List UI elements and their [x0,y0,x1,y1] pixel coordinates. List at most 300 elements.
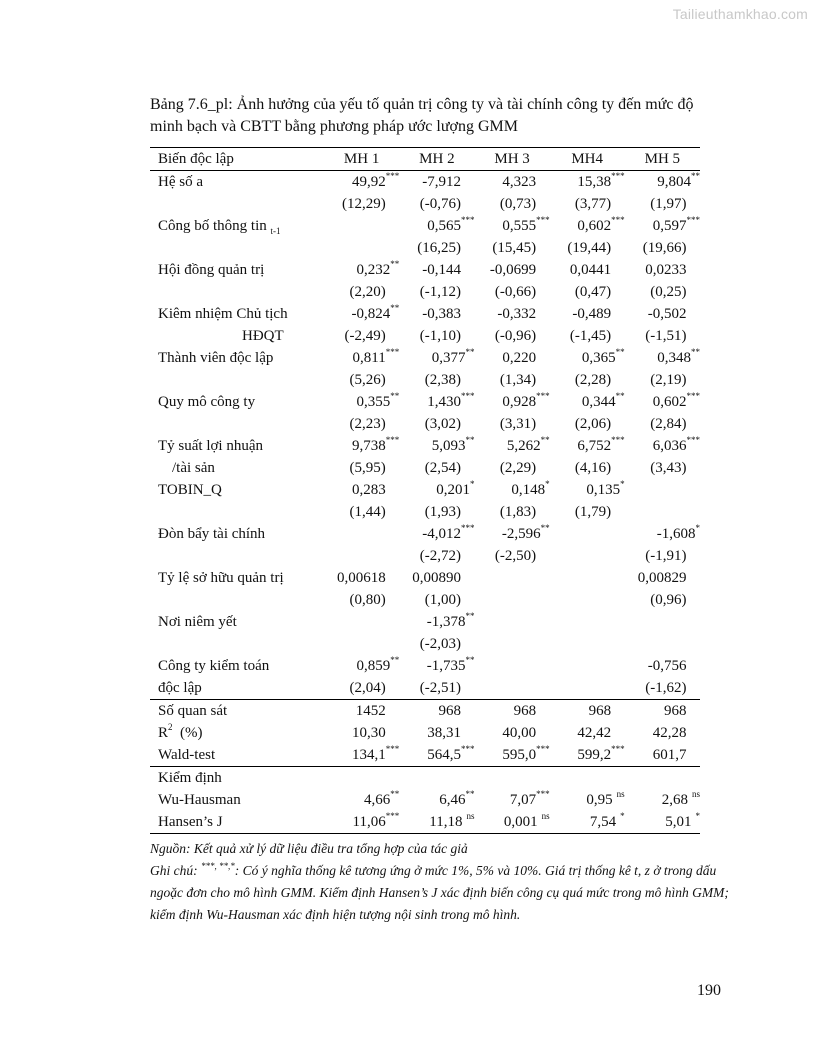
t-statistic-value: (2,38) [424,372,462,388]
stat-value: 11,06 [352,814,386,830]
coefficient-value: 5,262 [506,438,541,454]
coefficient-cell [475,479,550,501]
coefficient-cell [399,303,474,325]
t-statistic-cell [550,677,625,700]
coefficient-value: 0,348 [657,350,691,366]
significance-marker: *** [385,435,400,445]
coefficient-cell [324,259,399,281]
table-row-stat [150,457,700,479]
table-row [150,215,700,237]
coefficient-cell [550,215,625,237]
coefficient-cell [625,171,700,194]
significance-marker: * [470,479,475,489]
stat-cell [550,789,625,811]
row-label-text: Đòn bẩy tài chính [158,526,266,542]
significance-marker: *** [611,215,625,225]
table-row [150,479,700,501]
row-label [150,303,324,325]
stat-value: 10,30 [352,725,386,741]
row-label [150,589,324,611]
significance-marker: ** [390,391,400,401]
coefficient-cell [550,611,625,633]
row-label-text: Nơi niêm yết [158,614,237,630]
row-label-text: Hệ số a [158,174,203,190]
coefficient-cell [324,303,399,325]
t-statistic-cell [550,325,625,347]
t-statistic-cell [399,501,474,523]
coefficient-value: 1,430 [427,394,462,410]
coefficient-cell [625,479,700,501]
significance-marker: *** [536,789,550,799]
coefficient-value: 0,928 [502,394,537,410]
significance-marker: ** [465,435,475,445]
t-statistic-cell [625,589,700,611]
coefficient-cell [625,567,700,589]
t-statistic-cell [625,633,700,655]
table-notes [150,838,730,926]
coefficient-value: -0,144 [422,262,462,278]
significance-marker: ** [465,655,475,665]
coefficient-cell [550,567,625,589]
row-label-continued: độc lập [158,680,202,696]
stat-value: 564,5 [427,747,462,763]
coefficient-cell [324,347,399,369]
coefficient-value: 0,597 [652,218,687,234]
header-model: MH 3 [475,148,550,171]
row-label-subscript: t-1 [270,226,281,236]
t-statistic-cell [324,545,399,567]
t-statistic-value: (12,29) [342,196,386,212]
coefficient-cell [550,259,625,281]
t-statistic-cell [475,237,550,259]
t-statistic-value: (-0,96) [494,328,537,344]
t-statistic-cell [625,325,700,347]
table-row [150,611,700,633]
coefficient-cell [550,171,625,194]
t-statistic-value: (1,79) [574,504,612,520]
r-label: R [158,725,169,741]
coefficient-cell [625,391,700,413]
table-row [150,391,700,413]
t-statistic-cell [324,677,399,700]
stat-cell [475,744,550,767]
coefficient-cell [475,567,550,589]
row-label [150,677,324,700]
t-statistic-cell [324,237,399,259]
table-row-stat [150,369,700,391]
t-statistic-value: (0,73) [499,196,537,212]
coefficient-cell [324,391,399,413]
t-statistic-cell [625,193,700,215]
coefficient-value: -4,012 [422,526,462,542]
coefficient-value: 49,92 [352,174,386,190]
coefficient-cell [550,655,625,677]
source-note: Nguồn: Kết quả xử lý dữ liệu điều tra tổng hợp của tác giả [150,841,468,856]
t-statistic-value: (-1,10) [419,328,462,344]
significance-marker: ** [390,789,400,799]
stat-value: 595,0 [502,747,537,763]
header-model: MH 2 [399,148,474,171]
stat-cell [324,722,399,744]
coefficient-value: -0,0699 [489,262,537,278]
coefficient-value: 0,555 [502,218,537,234]
stat-value: 42,42 [577,725,612,741]
stat-value: 134,1 [352,747,386,763]
t-statistic-cell [399,193,474,215]
coefficient-cell [625,347,700,369]
row-label [150,281,324,303]
table-row [150,171,700,194]
observations-row [150,700,700,723]
t-statistic-cell [324,413,399,435]
t-statistic-cell [324,369,399,391]
t-statistic-value: (16,25) [417,240,462,256]
t-statistic-value: (-1,12) [419,284,462,300]
coefficient-value: 0,00890 [412,570,462,586]
t-statistic-cell [550,193,625,215]
header-variable: Biến độc lập [150,148,324,171]
significance-marker: *** [611,171,625,181]
coefficient-value: -0,824 [351,306,391,322]
stat-value: 7,54 [589,814,617,830]
r-superscript: 2 [168,722,173,732]
coefficient-value: 9,738 [352,438,386,454]
note-prefix: Ghi chú: [150,863,198,878]
row-label [150,215,324,237]
coefficient-value: -2,596 [501,526,541,542]
table-row-stat [150,501,700,523]
t-statistic-value: (1,44) [349,504,386,520]
coefficient-cell [550,435,625,457]
significance-marker: *** [536,744,550,754]
row-label [150,633,324,655]
coefficient-value: 0,859 [356,658,391,674]
table-row-stat [150,589,700,611]
coefficient-cell [399,523,474,545]
coefficient-cell [475,391,550,413]
stat-cell [550,811,625,834]
row-label-text: Công bố thông tin [158,218,267,234]
t-statistic-cell [475,281,550,303]
stat-value: 968 [513,703,537,719]
table-row-stat [150,545,700,567]
coefficient-cell [399,655,474,677]
t-statistic-value: (0,80) [349,592,386,608]
header-model: MH4 [550,148,625,171]
table-row [150,303,700,325]
stat-cell [324,744,399,767]
t-statistic-value: (-2,51) [419,680,462,696]
t-statistic-value: (-1,91) [645,548,687,564]
t-statistic-value: (3,43) [650,460,687,476]
significance-marker: ** [465,347,475,357]
significance-marker: *** [686,435,700,445]
coefficient-cell [475,259,550,281]
stat-value: 0,001 [503,814,538,830]
table-row [150,347,700,369]
t-statistic-value: (2,84) [650,416,687,432]
r-squared-row [150,722,700,744]
t-statistic-value: (-2,49) [344,328,386,344]
coefficient-value: 0,283 [352,482,386,498]
row-label-text: Hội đồng quản trị [158,262,265,278]
t-statistic-value: (-2,50) [494,548,537,564]
coefficient-value: -0,489 [572,306,612,322]
stat-value: 968 [438,703,462,719]
stat-cell [324,789,399,811]
stat-cell [550,700,625,723]
stat-value: 42,28 [652,725,687,741]
coefficient-value: -0,332 [497,306,537,322]
coefficient-value: -1,735 [426,658,466,674]
table-row-stat [150,633,700,655]
t-statistic-cell [399,545,474,567]
coefficient-cell [625,611,700,633]
coefficient-value: 0,355 [356,394,391,410]
row-label [150,391,324,413]
coefficient-value: 0,602 [577,218,612,234]
stat-cell [550,722,625,744]
stat-value: 599,2 [577,747,612,763]
significance-marker: ns [616,789,625,799]
t-statistic-cell [324,589,399,611]
t-statistic-cell [399,281,474,303]
t-statistic-value: (-0,76) [419,196,462,212]
t-statistic-cell [399,589,474,611]
stat-value: 968 [664,703,687,719]
row-label [150,237,324,259]
note-sig-markers: ***, **,* [201,860,235,871]
row-label: Số quan sát [150,700,324,723]
t-statistic-cell [475,677,550,700]
t-statistic-cell [625,369,700,391]
significance-marker: ** [615,391,625,401]
t-statistic-cell [550,457,625,479]
row-label-text: Tỷ lệ sở hữu quản trị [158,570,284,586]
coefficient-value: 0,00829 [637,570,687,586]
empty-cell [475,767,550,790]
stat-cell [399,700,474,723]
t-statistic-cell [475,589,550,611]
t-statistic-cell [324,457,399,479]
stat-value: 1452 [355,703,386,719]
t-statistic-cell [475,545,550,567]
t-statistic-value: (-0,66) [494,284,537,300]
coefficient-cell [475,171,550,194]
row-label [150,193,324,215]
significance-marker: * [620,811,625,821]
row-label-continued: HĐQT [242,328,284,344]
coefficient-cell [399,567,474,589]
row-label [150,413,324,435]
stat-cell [625,811,700,834]
coefficient-cell [550,479,625,501]
table-row [150,567,700,589]
t-statistic-cell [625,677,700,700]
coefficient-cell [550,391,625,413]
row-label [150,457,324,479]
coefficient-value: 0,565 [427,218,462,234]
t-statistic-cell [399,325,474,347]
t-statistic-value: (-1,62) [645,680,687,696]
r-unit: (%) [180,725,203,741]
t-statistic-value: (1,83) [499,504,537,520]
row-label-text: Tỷ suất lợi nhuận [158,438,263,454]
stat-value: 0,95 [586,792,613,808]
stat-value: 7,07 [509,792,537,808]
t-statistic-value: (1,34) [499,372,537,388]
coefficient-cell [399,435,474,457]
significance-marker: *** [385,744,400,754]
t-statistic-cell [550,501,625,523]
test-row [150,811,700,834]
t-statistic-value: (3,02) [424,416,462,432]
t-statistic-value: (2,06) [574,416,612,432]
t-statistic-value: (-1,51) [645,328,687,344]
significance-marker: ** [390,303,400,313]
coefficient-value: -1,608 [656,526,696,542]
wald-row [150,744,700,767]
coefficient-value: 0,377 [431,350,466,366]
significance-marker: * [695,811,700,821]
stat-value: 4,66 [364,792,391,808]
empty-cell [399,767,474,790]
significance-marker: *** [461,215,475,225]
significance-marker: * [545,479,550,489]
row-label [150,325,324,347]
t-statistic-value: (19,66) [642,240,687,256]
t-statistic-value: (15,45) [492,240,537,256]
table-row-stat [150,237,700,259]
t-statistic-cell [324,501,399,523]
coefficient-value: 6,036 [652,438,687,454]
table-row-stat [150,193,700,215]
coefficient-value: 0,811 [352,350,386,366]
significance-marker: *** [536,215,550,225]
significance-marker: ns [691,789,700,799]
t-statistic-cell [625,501,700,523]
significance-marker: *** [536,391,550,401]
significance-marker: ** [390,259,400,269]
coefficient-cell [475,523,550,545]
coefficient-value: 0,0441 [569,262,612,278]
coefficient-cell [625,259,700,281]
page-number: 190 [697,982,721,999]
header-model: MH 5 [625,148,700,171]
table-row [150,523,700,545]
row-label [150,479,324,501]
row-label-text: Quy mô công ty [158,394,256,410]
t-statistic-cell [324,193,399,215]
coefficient-cell [324,567,399,589]
stat-cell [475,722,550,744]
t-statistic-value: (1,93) [424,504,462,520]
coefficient-value: 15,38 [577,174,612,190]
coefficient-cell [399,259,474,281]
table-row-stat [150,325,700,347]
row-label [150,611,324,633]
t-statistic-value: (19,44) [567,240,612,256]
stat-cell [625,700,700,723]
t-statistic-cell [625,281,700,303]
coefficient-cell [550,347,625,369]
row-label: Hansen’s J [150,811,324,834]
stat-value: 38,31 [427,725,462,741]
significance-marker: *** [385,171,400,181]
t-statistic-cell [550,633,625,655]
coefficient-value: -7,912 [422,174,462,190]
coefficient-cell [475,655,550,677]
t-statistic-cell [550,589,625,611]
t-statistic-cell [399,413,474,435]
row-label [150,545,324,567]
coefficient-cell [399,347,474,369]
t-statistic-value: (2,29) [499,460,537,476]
coefficient-cell [625,655,700,677]
t-statistic-cell [399,677,474,700]
row-label-text: Kiêm nhiệm Chủ tịch [158,306,288,322]
coefficient-cell [475,611,550,633]
t-statistic-value: (0,25) [650,284,687,300]
significance-marker: ** [390,655,400,665]
t-statistic-cell [475,501,550,523]
t-statistic-value: (2,19) [650,372,687,388]
table-row-stat [150,413,700,435]
significance-marker: ** [691,171,700,181]
coefficient-value: 0,135 [586,482,621,498]
row-label [150,567,324,589]
row-label [150,523,324,545]
t-statistic-value: (1,97) [650,196,687,212]
coefficient-cell [475,347,550,369]
stat-value: 2,68 [661,792,688,808]
t-statistic-cell [399,633,474,655]
row-label [150,369,324,391]
significance-marker: *** [686,215,700,225]
t-statistic-cell [625,545,700,567]
table-caption: Bảng 7.6_pl: Ảnh hưởng của yếu tố quản trị công ty và tài chính công ty đến mức độ minh bạch và CBTT bằng phương pháp ước lượng GMM [150,96,694,135]
coefficient-cell [324,655,399,677]
significance-marker: *** [686,391,700,401]
coefficient-cell [550,303,625,325]
coefficient-cell [324,523,399,545]
coefficient-value: 4,323 [502,174,537,190]
t-statistic-value: (-2,72) [419,548,462,564]
row-label-text: Thành viên độc lập [158,350,274,366]
stat-cell [399,811,474,834]
significance-note [150,860,730,926]
significance-marker: *** [385,347,400,357]
t-statistic-value: (0,96) [650,592,687,608]
t-statistic-cell [475,369,550,391]
t-statistic-cell [625,413,700,435]
stat-cell [475,700,550,723]
t-statistic-cell [550,413,625,435]
coefficient-cell [550,523,625,545]
significance-marker: ns [541,811,550,821]
table-row [150,655,700,677]
row-label [150,171,324,194]
significance-marker: *** [461,744,475,754]
significance-marker: *** [461,391,475,401]
coefficient-value: 0,0233 [645,262,687,278]
t-statistic-cell [625,457,700,479]
stat-value: 40,00 [502,725,537,741]
coefficient-cell [399,171,474,194]
t-statistic-cell [324,281,399,303]
table-row [150,259,700,281]
t-statistic-value: (3,77) [574,196,612,212]
